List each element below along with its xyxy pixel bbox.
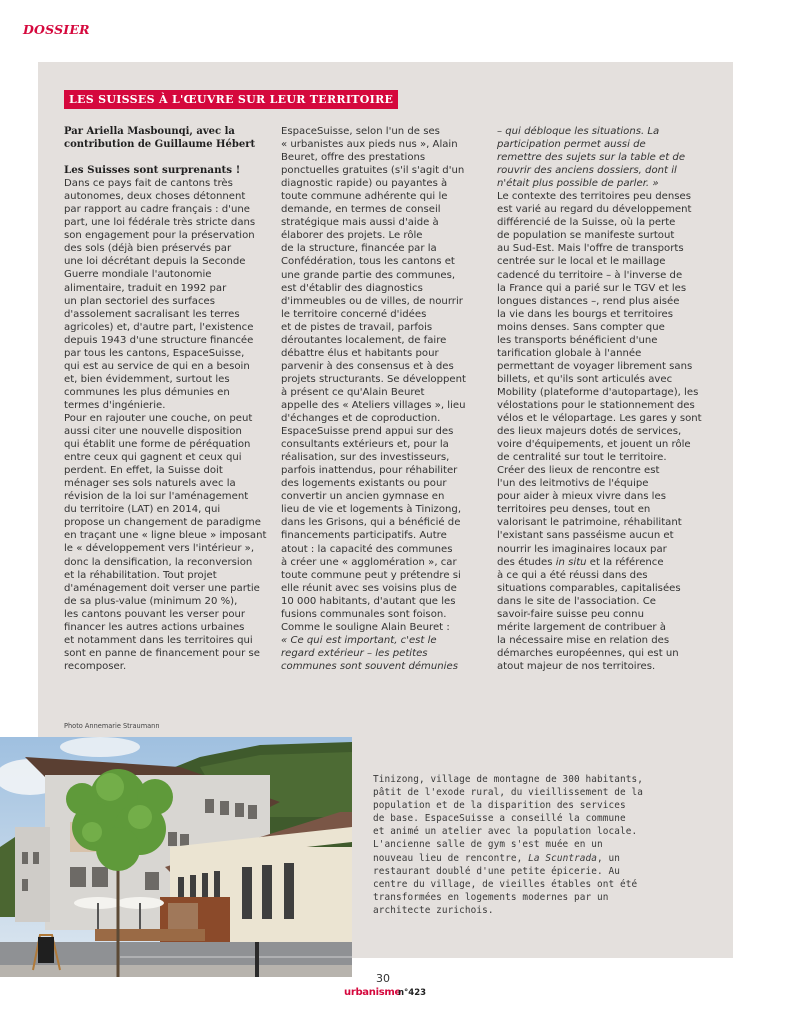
caption-line: L'ancienne salle de gym s'est muée en un <box>373 839 603 851</box>
text-line: d'assolement sacralisant les terres <box>64 308 240 320</box>
text-line: débattre élus et habitants pour <box>281 347 439 359</box>
text-line: parvenir à des consensus et à des <box>281 360 454 372</box>
text-line: aussi citer une nouvelle disposition <box>64 426 242 438</box>
text-line: qui établit une forme de péréquation <box>64 439 251 451</box>
text-line: vélos et le vélopartage. Les gares y sont <box>497 413 702 425</box>
column-2 <box>281 125 486 673</box>
text-line: lieu de vie et logements à Tinizong, <box>281 504 462 516</box>
quote-line: remettre des sujets sur la table et de <box>497 152 686 164</box>
text-line: nourrir les imaginaires locaux par <box>497 543 667 555</box>
text-line: d'aménagement doit verser une partie <box>64 582 260 594</box>
text-line: les transports bénéficient d'une <box>497 334 658 346</box>
text-line: des sols (déjà bien préservés par <box>64 243 232 255</box>
text-line: entre ceux qui gagnent et ceux qui <box>64 452 242 464</box>
lead-heading: Les Suisses sont surprenants ! <box>64 164 241 177</box>
text-line: est d'établir des diagnostics <box>281 282 423 294</box>
text-line: stratégique mais aussi d'aide à <box>281 217 439 229</box>
text-line: révision de la loi sur l'aménagement <box>64 491 249 503</box>
text-line: atout : la capacité des communes <box>281 543 453 555</box>
text-line: élaborer des projets. Le rôle <box>281 230 423 242</box>
caption-line: centre du village, de vieilles étables ont été <box>373 878 638 890</box>
text-line: au Sud-Est. Mais l'offre de transports <box>497 243 684 255</box>
text-line: une grande partie des communes, <box>281 269 456 281</box>
caption-line: et animé un atelier avec la population locale. <box>373 826 638 838</box>
text-line: diagnostic rapide) ou payantes à <box>281 178 448 190</box>
text-line: le « développement vers l'intérieur », <box>64 543 255 555</box>
text-line: l'existant sans passéisme aucun et <box>497 530 674 542</box>
text-line: EspaceSuisse, selon l'un de ses <box>281 126 440 137</box>
photo-credit: Photo Annemarie Straumann <box>64 722 160 730</box>
text-line: autonomes, deux choses détonnent <box>64 191 246 203</box>
text-line: à créer une « agglomération », car <box>281 556 457 568</box>
text-line: parfois inattendus, pour réhabiliter <box>281 465 458 477</box>
text-line: Comme le souligne Alain Beuret : <box>281 621 450 633</box>
text-line: déroutantes localement, de faire <box>281 334 447 346</box>
text-line: demande, en termes de conseil <box>281 204 441 216</box>
quote-line: « Ce qui est important, c'est le <box>281 634 437 646</box>
caption-line: Tinizong, village de montagne de 300 habitants, <box>373 774 643 785</box>
quote-line: participation permet aussi de <box>497 139 646 151</box>
text-line: « urbanistes aux pieds nus », Alain <box>281 139 458 151</box>
text-line: par tous les cantons, EspaceSuisse, <box>64 347 245 359</box>
text-line: ménager ses sols naturels avec la <box>64 478 236 490</box>
text-line: d'immeubles ou de villes, de nourrir <box>281 295 463 307</box>
column-1-body <box>64 177 274 673</box>
text-line: dans le site de l'association. Ce <box>497 595 656 607</box>
text-line: la nécessaire mise en relation des <box>497 634 670 646</box>
quote-line: rouvrir des anciens dossiers, dont il <box>497 165 677 177</box>
byline-line: contribution de Guillaume Hébert <box>64 139 256 151</box>
text-line: savoir-faire suisse peu connu <box>497 608 644 620</box>
caption-line: population et de la disparition des services <box>373 800 626 812</box>
photo-caption <box>373 773 643 917</box>
venue-name: La Scuntrada <box>528 852 598 864</box>
quote-line: n'était plus possible de parler. » <box>497 178 659 190</box>
caption-line: nouveau lieu de rencontre, La Scuntrada, un <box>373 852 621 864</box>
text-line: Guerre mondiale l'autonomie <box>64 269 212 281</box>
text-line: un plan sectoriel des surfaces <box>64 295 215 307</box>
text-line: perdent. En effet, la Suisse doit <box>64 465 223 477</box>
caption-line: transformées en logements modernes par un <box>373 891 609 903</box>
text-line: Pour en rajouter une couche, on peut <box>64 412 253 424</box>
text-line: tarification globale à l'année <box>497 347 642 359</box>
column-2-body <box>281 125 486 634</box>
text-line: Beuret, offre des prestations <box>281 152 426 164</box>
text-line: centrée sur le local et le maillage <box>497 256 666 268</box>
caption-line: restaurant doublé d'une petite épicerie. Au <box>373 865 621 877</box>
text-line: communes les plus démunies en <box>64 386 230 398</box>
text-line: convertir un ancien gymnase en <box>281 491 445 503</box>
text-line: 10 000 habitants, d'autant que les <box>281 595 456 607</box>
text-line: consultants extérieurs et, pour la <box>281 439 449 451</box>
issue-number: n°423 <box>398 988 427 998</box>
text-line: propose un changement de paradigme <box>64 517 261 529</box>
text-line: Le contexte des territoires peu denses <box>497 191 692 203</box>
quote <box>281 634 486 673</box>
text-line: de la structure, financée par la <box>281 243 437 255</box>
text-line: et la réhabilitation. Tout projet <box>64 569 217 581</box>
text-line: valorisant le patrimoine, réhabilitant <box>497 517 682 529</box>
text-line: atout majeur de nos territoires. <box>497 660 656 672</box>
text-line: sont en panne de financement pour se <box>64 647 260 659</box>
text-line: permettant de voyager librement sans <box>497 360 693 372</box>
text-line: vélostations pour le stationnement des <box>497 399 695 411</box>
quote-line: regard extérieur – les petites <box>281 647 428 659</box>
text-line: par rapport au cadre français : d'une <box>64 204 250 216</box>
caption-line: de base. EspaceSuisse a conseillé la commune <box>373 813 626 825</box>
text-line: différencié de la Suisse, où la perte <box>497 217 676 229</box>
terrace <box>95 929 205 941</box>
quote-line: communes sont souvent démunies <box>281 660 458 672</box>
text-line: démarches européennes, qui est un <box>497 647 679 659</box>
text-line: projets structurants. Se développent <box>281 373 466 385</box>
text-line: part, une loi fédérale très stricte dans <box>64 217 256 229</box>
text-line: toute commune adhérente qui le <box>281 191 448 203</box>
text-line: elle réunit avec ses voisins plus de <box>281 582 457 594</box>
text-line: situations comparables, capitalisées <box>497 582 681 594</box>
text-line: et notamment dans les territoires qui <box>64 634 253 646</box>
text-line: et de pistes de travail, parfois <box>281 321 433 333</box>
quote-line: – qui débloque les situations. La <box>497 126 660 137</box>
byline-line: Par Ariella Masbounqi, avec la <box>64 126 235 137</box>
text-line: moins denses. Sans compter que <box>497 321 665 333</box>
text-line: pour aider à mieux vivre dans les <box>497 491 666 503</box>
text-line: financements participatifs. Autre <box>281 530 447 542</box>
caption-line: pâtit de l'exode rural, du vieillissement de la <box>373 787 643 799</box>
text-line: du territoire (LAT) en 2014, qui <box>64 504 221 516</box>
text-line: des lieux majeurs dotés de services, <box>497 426 682 438</box>
text-line: depuis 1943 d'une structure financée <box>64 334 254 346</box>
text-line: ponctuelles gratuites (s'il s'agit d'un <box>281 165 465 177</box>
text-line: financer les autres actions urbaines <box>64 621 245 633</box>
text-line: Confédération, tous les cantons et <box>281 256 455 268</box>
text-line: en traçant une « ligne bleue » imposant <box>64 530 267 542</box>
text-line: les cantons pouvant les verser pour <box>64 608 246 620</box>
text-line: de centralité sur tout le territoire. <box>497 452 667 464</box>
text-line: à ce qui a été réussi dans des <box>497 569 648 581</box>
column-1 <box>64 125 274 673</box>
text-line: donc la densification, la reconversion <box>64 556 253 568</box>
text-line: appelle des « Ateliers villages », lieu <box>281 399 466 411</box>
photo-tinizong <box>0 737 352 977</box>
text-line: et, bien évidemment, surtout les <box>64 373 230 385</box>
text-line: une loi décrétant depuis la Seconde <box>64 256 246 268</box>
text-line: la France qui a parié sur le TGV et les <box>497 282 687 294</box>
text-line: à présent ce qu'Alain Beuret <box>281 386 425 398</box>
text-line: d'échanges et de coproduction. <box>281 413 441 425</box>
page-number: 30 <box>376 972 390 985</box>
text-line: son engagement pour la préservation <box>64 230 255 242</box>
text-line: Mobility (plateforme d'autopartage), les <box>497 386 699 398</box>
text-line: est varié au regard du développement <box>497 204 692 216</box>
text-line: de sa plus-value (minimum 20 %), <box>64 595 238 607</box>
text-line: mérite largement de contribuer à <box>497 621 666 633</box>
text-line: territoires peu denses, tout en <box>497 504 651 516</box>
text-line: la vie dans les bourgs et territoires <box>497 308 673 320</box>
magazine-logo: urbanisme <box>344 987 401 998</box>
text-line: cadencé du territoire – à l'inverse de <box>497 269 683 281</box>
text-line: l'un des leitmotivs de l'équipe <box>497 478 649 490</box>
text-line: Dans ce pays fait de cantons très <box>64 178 233 190</box>
article-title: LES SUISSES À L'ŒUVRE SUR LEUR TERRITOIRE <box>64 90 398 109</box>
text-line: voire d'équipements, et jouent un rôle <box>497 439 691 451</box>
text-line: longues distances –, rend plus aisée <box>497 295 680 307</box>
text-line: termes d'ingénierie. <box>64 399 166 411</box>
text-line: toute commune peut y prétendre si <box>281 569 461 581</box>
text-line: agricoles) et, d'autre part, l'existence <box>64 321 254 333</box>
column-3-end <box>497 569 717 673</box>
text-line: réalisation, sur des investisseurs, <box>281 452 450 464</box>
text-line: Créer des lieux de rencontre est <box>497 465 660 477</box>
text-line: dans les Grisons, qui a bénéficié de <box>281 517 461 529</box>
text-line: de population se manifeste surtout <box>497 230 675 242</box>
text-line: recomposer. <box>64 660 127 672</box>
quote-continued <box>497 125 717 190</box>
column-3-body <box>497 190 717 555</box>
caption-line: architecte zurichois. <box>373 904 494 916</box>
text-line: le territoire concerné d'idées <box>281 308 427 320</box>
text-line: des logements existants ou pour <box>281 478 447 490</box>
text-line: alimentaire, traduit en 1992 par <box>64 282 227 294</box>
text-line: EspaceSuisse prend appui sur des <box>281 426 454 438</box>
text-line: fusions communales sont foison. <box>281 608 447 620</box>
text-line: qui est au service de qui en a besoin <box>64 360 250 372</box>
section-label: DOSSIER <box>23 22 90 37</box>
column-3 <box>497 125 717 673</box>
text-line: billets, et qu'ils sont articulés avec <box>497 373 673 385</box>
text-line: des études in situ et la référence <box>497 556 664 568</box>
in-situ-term: in situ <box>555 556 587 568</box>
